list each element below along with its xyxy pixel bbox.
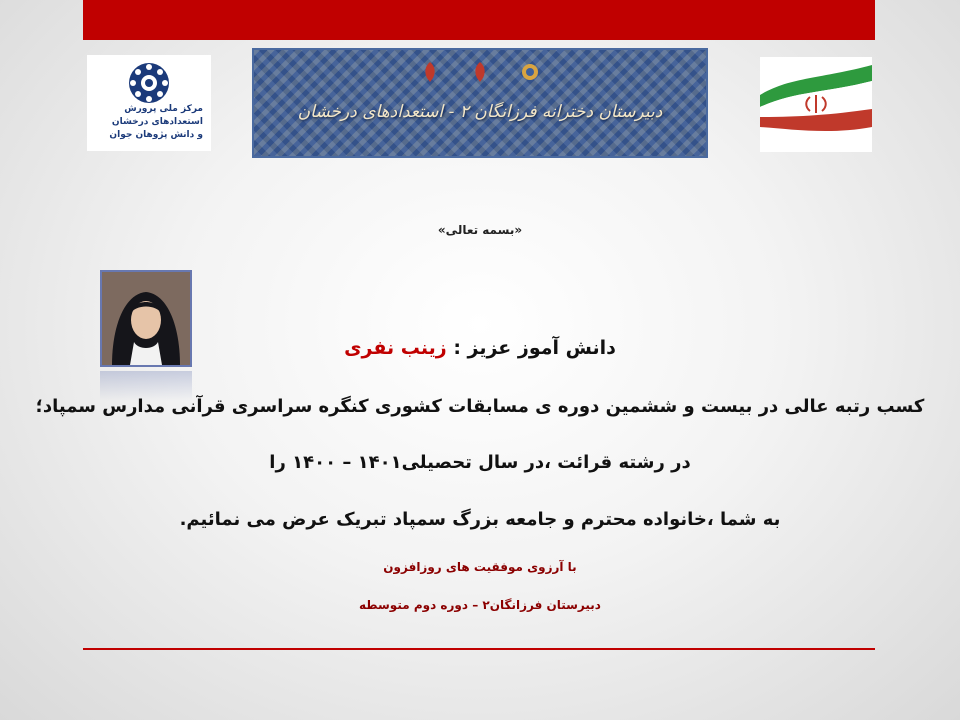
nodet-logo-text (87, 103, 203, 142)
greeting-line (0, 337, 960, 359)
iran-emblem-icon (419, 60, 441, 84)
iran-flag-logo (760, 57, 872, 152)
nodet-logo-line-1: مرکز ملی پرورش استعدادهای درخشان (111, 104, 203, 127)
iran-emblem-icon (469, 60, 491, 84)
nodet-emblem-icon (127, 61, 171, 105)
achievement-line-2: در رشته قرائت ،در سال تحصیلی۱۴۰۱ – ۱۴۰۰ را (269, 452, 691, 473)
nodet-logo (87, 55, 211, 151)
bottom-red-line (83, 648, 875, 650)
flag-wave-icon (760, 57, 872, 152)
student-name: زینب نفری (344, 337, 447, 359)
congratulation-line: به شما ،خانواده محترم و جامعه بزرگ سمپاد تبریک عرض می نمائیم. (179, 509, 781, 530)
nodet-logo-line-2: و دانش پژوهان جوان (109, 130, 203, 140)
school-signature: دبیرستان فرزانگان۲ – دوره دوم متوسطه (359, 598, 601, 612)
wish-text: با آرزوی موفقیت های روزافزون (383, 560, 577, 574)
school-emblem-icon (519, 60, 541, 84)
school-banner (252, 48, 708, 158)
greeting-prefix: دانش آموز عزیز : (446, 337, 616, 359)
bism-heading: «بسمه تعالی» (437, 223, 523, 237)
top-red-bar (83, 0, 875, 40)
achievement-line-1: کسب رتبه عالی در بیست و ششمین دوره ی مسابقات کشوری کنگره سراسری قرآنی مدارس سمپاد؛ (35, 396, 925, 417)
banner-title: دبیرستان دخترانه فرزانگان ۲ - استعدادهای درخشان (297, 102, 663, 122)
